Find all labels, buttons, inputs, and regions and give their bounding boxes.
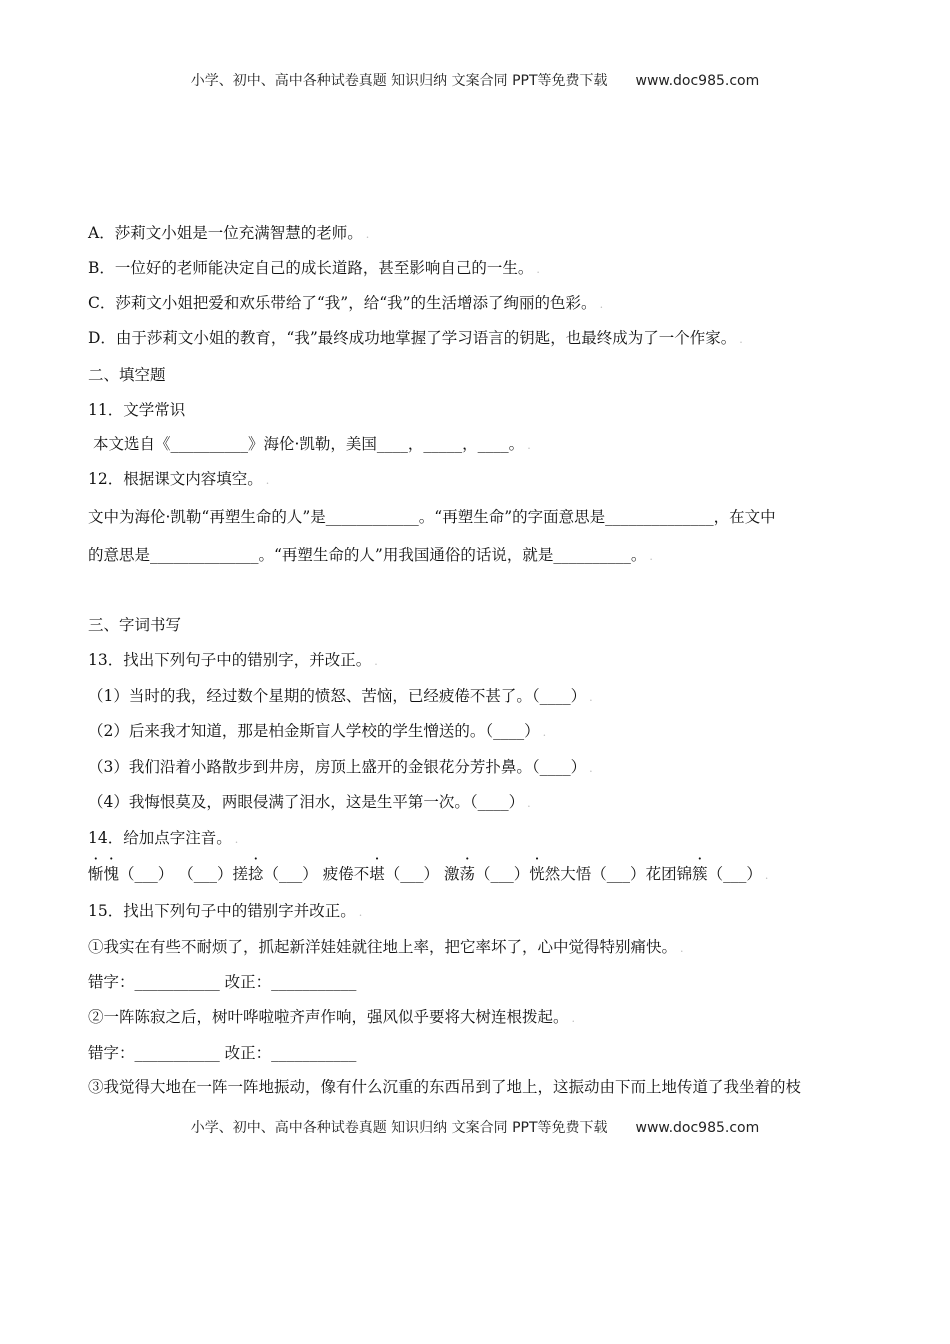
question-13-item: （2）后来我才知道，那是柏金斯盲人学校的学生憎送的。（____） . bbox=[88, 722, 547, 740]
question-12-line-2: 的意思是______________。“再塑生命的人”用我国通俗的话说，就是__________。 . bbox=[88, 546, 653, 564]
word: 激 bbox=[443, 865, 460, 883]
answer-blank: （___） bbox=[178, 865, 233, 883]
section-2-title: 二、填空题 bbox=[88, 366, 166, 384]
question-13-item: （4）我悔恨莫及，两眼侵满了泪水，这是生平第一次。（____） . bbox=[88, 793, 531, 811]
answer-blank: （___） bbox=[119, 865, 174, 883]
question-11-body: 本文选自《__________》海伦·凯勒，美国____，_____，____。 . bbox=[93, 435, 531, 453]
question-15-sentence-3: ③我觉得大地在一阵一阵地振动，像有什么沉重的东西吊到了地上，这振动由下而上地传道了我坐着的枝 bbox=[88, 1078, 802, 1096]
option-d: D．由于莎莉文小姐的教育，“我”最终成功地掌握了学习语言的钥匙，也最终成为了一个作家。 . bbox=[88, 329, 743, 347]
question-12-title: 12．根据课文内容填空。 . bbox=[88, 470, 270, 488]
page-footer bbox=[0, 1117, 950, 1137]
question-12-line-1: 文中为海伦·凯勒“再塑生命的人”是____________。“再塑生命”的字面意思是______________，在文中 bbox=[88, 508, 776, 526]
option-c: C．莎莉文小姐把爱和欢乐带给了“我”，给“我”的生活增添了绚丽的色彩。 . bbox=[88, 294, 604, 312]
footer-text: 小学、初中、高中各种试卷真题 知识归纳 文案合同 PPT等免费下载 bbox=[190, 1120, 608, 1136]
word: 搓 bbox=[232, 865, 249, 883]
page-header bbox=[0, 70, 950, 90]
answer-blank: （___） bbox=[475, 865, 530, 883]
question-15-sentence-2: ②一阵陈寂之后，树叶哗啦啦齐声作响，强风似乎要将大树连根拨起。 . bbox=[88, 1008, 576, 1026]
question-15-fix-2: 错字：___________ 改正：___________ bbox=[88, 1044, 357, 1062]
dotted-char: 簇 bbox=[692, 865, 708, 883]
option-a: A．莎莉文小姐是一位充满智慧的老师。 . bbox=[88, 224, 370, 242]
question-14-words: 惭愧（___） （___）搓捻（___） 疲倦不堪（___） 激荡（___）恍然大悟（___）花团锦簇（___） . bbox=[88, 865, 769, 883]
question-14-title: 14．给加点字注音。 . bbox=[88, 829, 239, 847]
word: 花团锦 bbox=[645, 865, 693, 883]
question-13-item: （1）当时的我，经过数个星期的愤怒、苦恼，已经疲倦不甚了。（____） . bbox=[88, 687, 593, 705]
question-15-sentence-1: ①我实在有些不耐烦了，抓起新洋娃娃就往地上率，把它率坏了，心中觉得特别痛快。 . bbox=[88, 938, 684, 956]
question-15-fix-1: 错字：___________ 改正：___________ bbox=[88, 973, 357, 991]
answer-blank: （___） bbox=[263, 865, 318, 883]
option-b: B．一位好的老师能决定自己的成长道路，甚至影响自己的一生。 . bbox=[88, 259, 540, 277]
dotted-char: 捻 bbox=[248, 865, 264, 883]
dotted-char: 堪 bbox=[369, 865, 385, 883]
dotted-char: 荡 bbox=[459, 865, 475, 883]
question-11-title: 11．文学常识 bbox=[88, 401, 186, 419]
question-13-item: （3）我们沿着小路散步到井房，房顶上盛开的金银花分芳扑鼻。（____） . bbox=[88, 758, 593, 776]
word: 然大悟 bbox=[544, 865, 592, 883]
section-3-title: 三、字词书写 bbox=[88, 616, 182, 634]
question-15-title: 15．找出下列句子中的错别字并改正。 . bbox=[88, 902, 363, 920]
answer-blank: （___） bbox=[384, 865, 440, 883]
word: 疲倦不 bbox=[322, 865, 370, 883]
answer-blank: （___） bbox=[707, 865, 762, 883]
dotted-char: 愧 bbox=[103, 865, 120, 883]
header-site: www.doc985.com bbox=[635, 73, 760, 89]
answer-blank: （___） bbox=[591, 865, 646, 883]
dotted-char: 恍 bbox=[529, 865, 545, 883]
footer-site: www.doc985.com bbox=[635, 1120, 760, 1136]
question-13-title: 13．找出下列句子中的错别字，并改正。 . bbox=[88, 651, 378, 669]
dotted-char: 惭 bbox=[88, 865, 104, 883]
header-text: 小学、初中、高中各种试卷真题 知识归纳 文案合同 PPT等免费下载 bbox=[190, 73, 608, 89]
